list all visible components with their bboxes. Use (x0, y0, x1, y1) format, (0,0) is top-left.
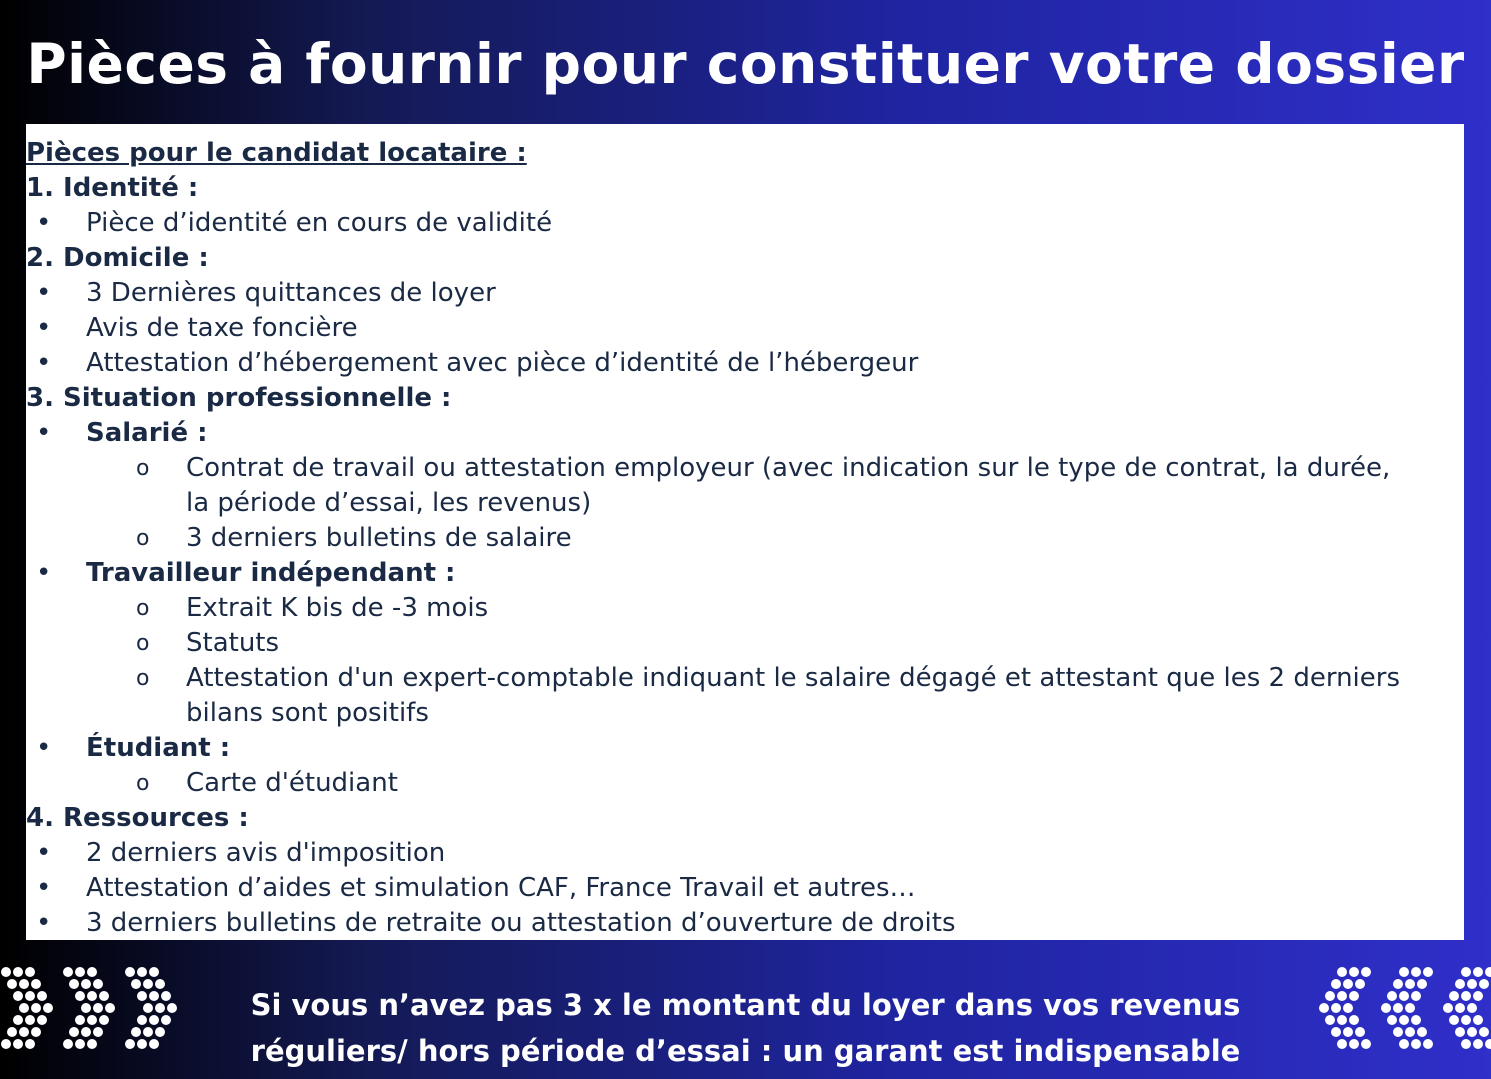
list-item: Attestation d’hébergement avec pièce d’identité de l’hébergeur (86, 348, 919, 378)
bullet-icon: • (36, 278, 52, 308)
list-item: Extrait K bis de -3 mois (186, 593, 489, 623)
bullet-icon: • (36, 418, 52, 448)
list-item: Avis de taxe foncière (86, 313, 358, 343)
sub-bullet-icon: o (136, 666, 150, 691)
bullet-icon: • (36, 208, 52, 238)
list-item-continuation: bilans sont positifs (186, 698, 429, 728)
list-item: Pièce d’identité en cours de validité (86, 208, 553, 238)
dotted-chevrons-right-icon (0, 966, 190, 1058)
bullet-icon: • (36, 838, 52, 868)
bullet-icon: • (36, 348, 52, 378)
sub-bullet-icon: o (136, 631, 150, 656)
footer-notice (200, 982, 1291, 1074)
bullet-icon: • (36, 908, 52, 938)
list-item-continuation: la période d’essai, les revenus) (186, 488, 592, 518)
bullet-icon: • (36, 558, 52, 588)
bullet-icon: • (36, 313, 52, 343)
bullet-icon: • (36, 733, 52, 763)
heading-domicile: 2. Domicile : (26, 243, 209, 273)
subheading-independant: Travailleur indépendant : (86, 558, 456, 588)
footer-line-1: Si vous n’avez pas 3 x le montant du loyer dans vos revenus (250, 988, 1241, 1022)
list-item: Attestation d'un expert-comptable indiquant le salaire dégagé et attestant que les 2 derniers (186, 663, 1401, 693)
list-item: Attestation d’aides et simulation CAF, France Travail et autres… (86, 873, 916, 903)
heading-situation: 3. Situation professionnelle : (26, 383, 452, 413)
sub-bullet-icon: o (136, 771, 150, 796)
heading-ressources: 4. Ressources : (26, 803, 249, 833)
page-title: Pièces à fournir pour constituer votre dossier (26, 32, 1465, 96)
list-item: 2 derniers avis d'imposition (86, 838, 446, 868)
dotted-chevrons-left-icon (1300, 966, 1491, 1058)
bullet-icon: • (36, 873, 52, 903)
list-item: Statuts (186, 628, 280, 658)
section-title: Pièces pour le candidat locataire : (26, 138, 527, 168)
sub-bullet-icon: o (136, 526, 150, 551)
list-item: 3 Dernières quittances de loyer (86, 278, 496, 308)
footer-line-2: réguliers/ hors période d’essai : un garant est indispensable (250, 1034, 1241, 1068)
sub-bullet-icon: o (136, 596, 150, 621)
list-item: Carte d'étudiant (186, 768, 398, 798)
heading-identite: 1. Identité : (26, 173, 199, 203)
list-item: Contrat de travail ou attestation employeur (avec indication sur le type de contrat, la durée, (186, 453, 1391, 483)
subheading-etudiant: Étudiant : (86, 733, 231, 763)
list-item: 3 derniers bulletins de salaire (186, 523, 572, 553)
list-item: 3 derniers bulletins de retraite ou attestation d’ouverture de droits (86, 908, 956, 938)
sub-bullet-icon: o (136, 456, 150, 481)
subheading-salarie: Salarié : (86, 418, 208, 448)
document-panel (26, 124, 1464, 940)
